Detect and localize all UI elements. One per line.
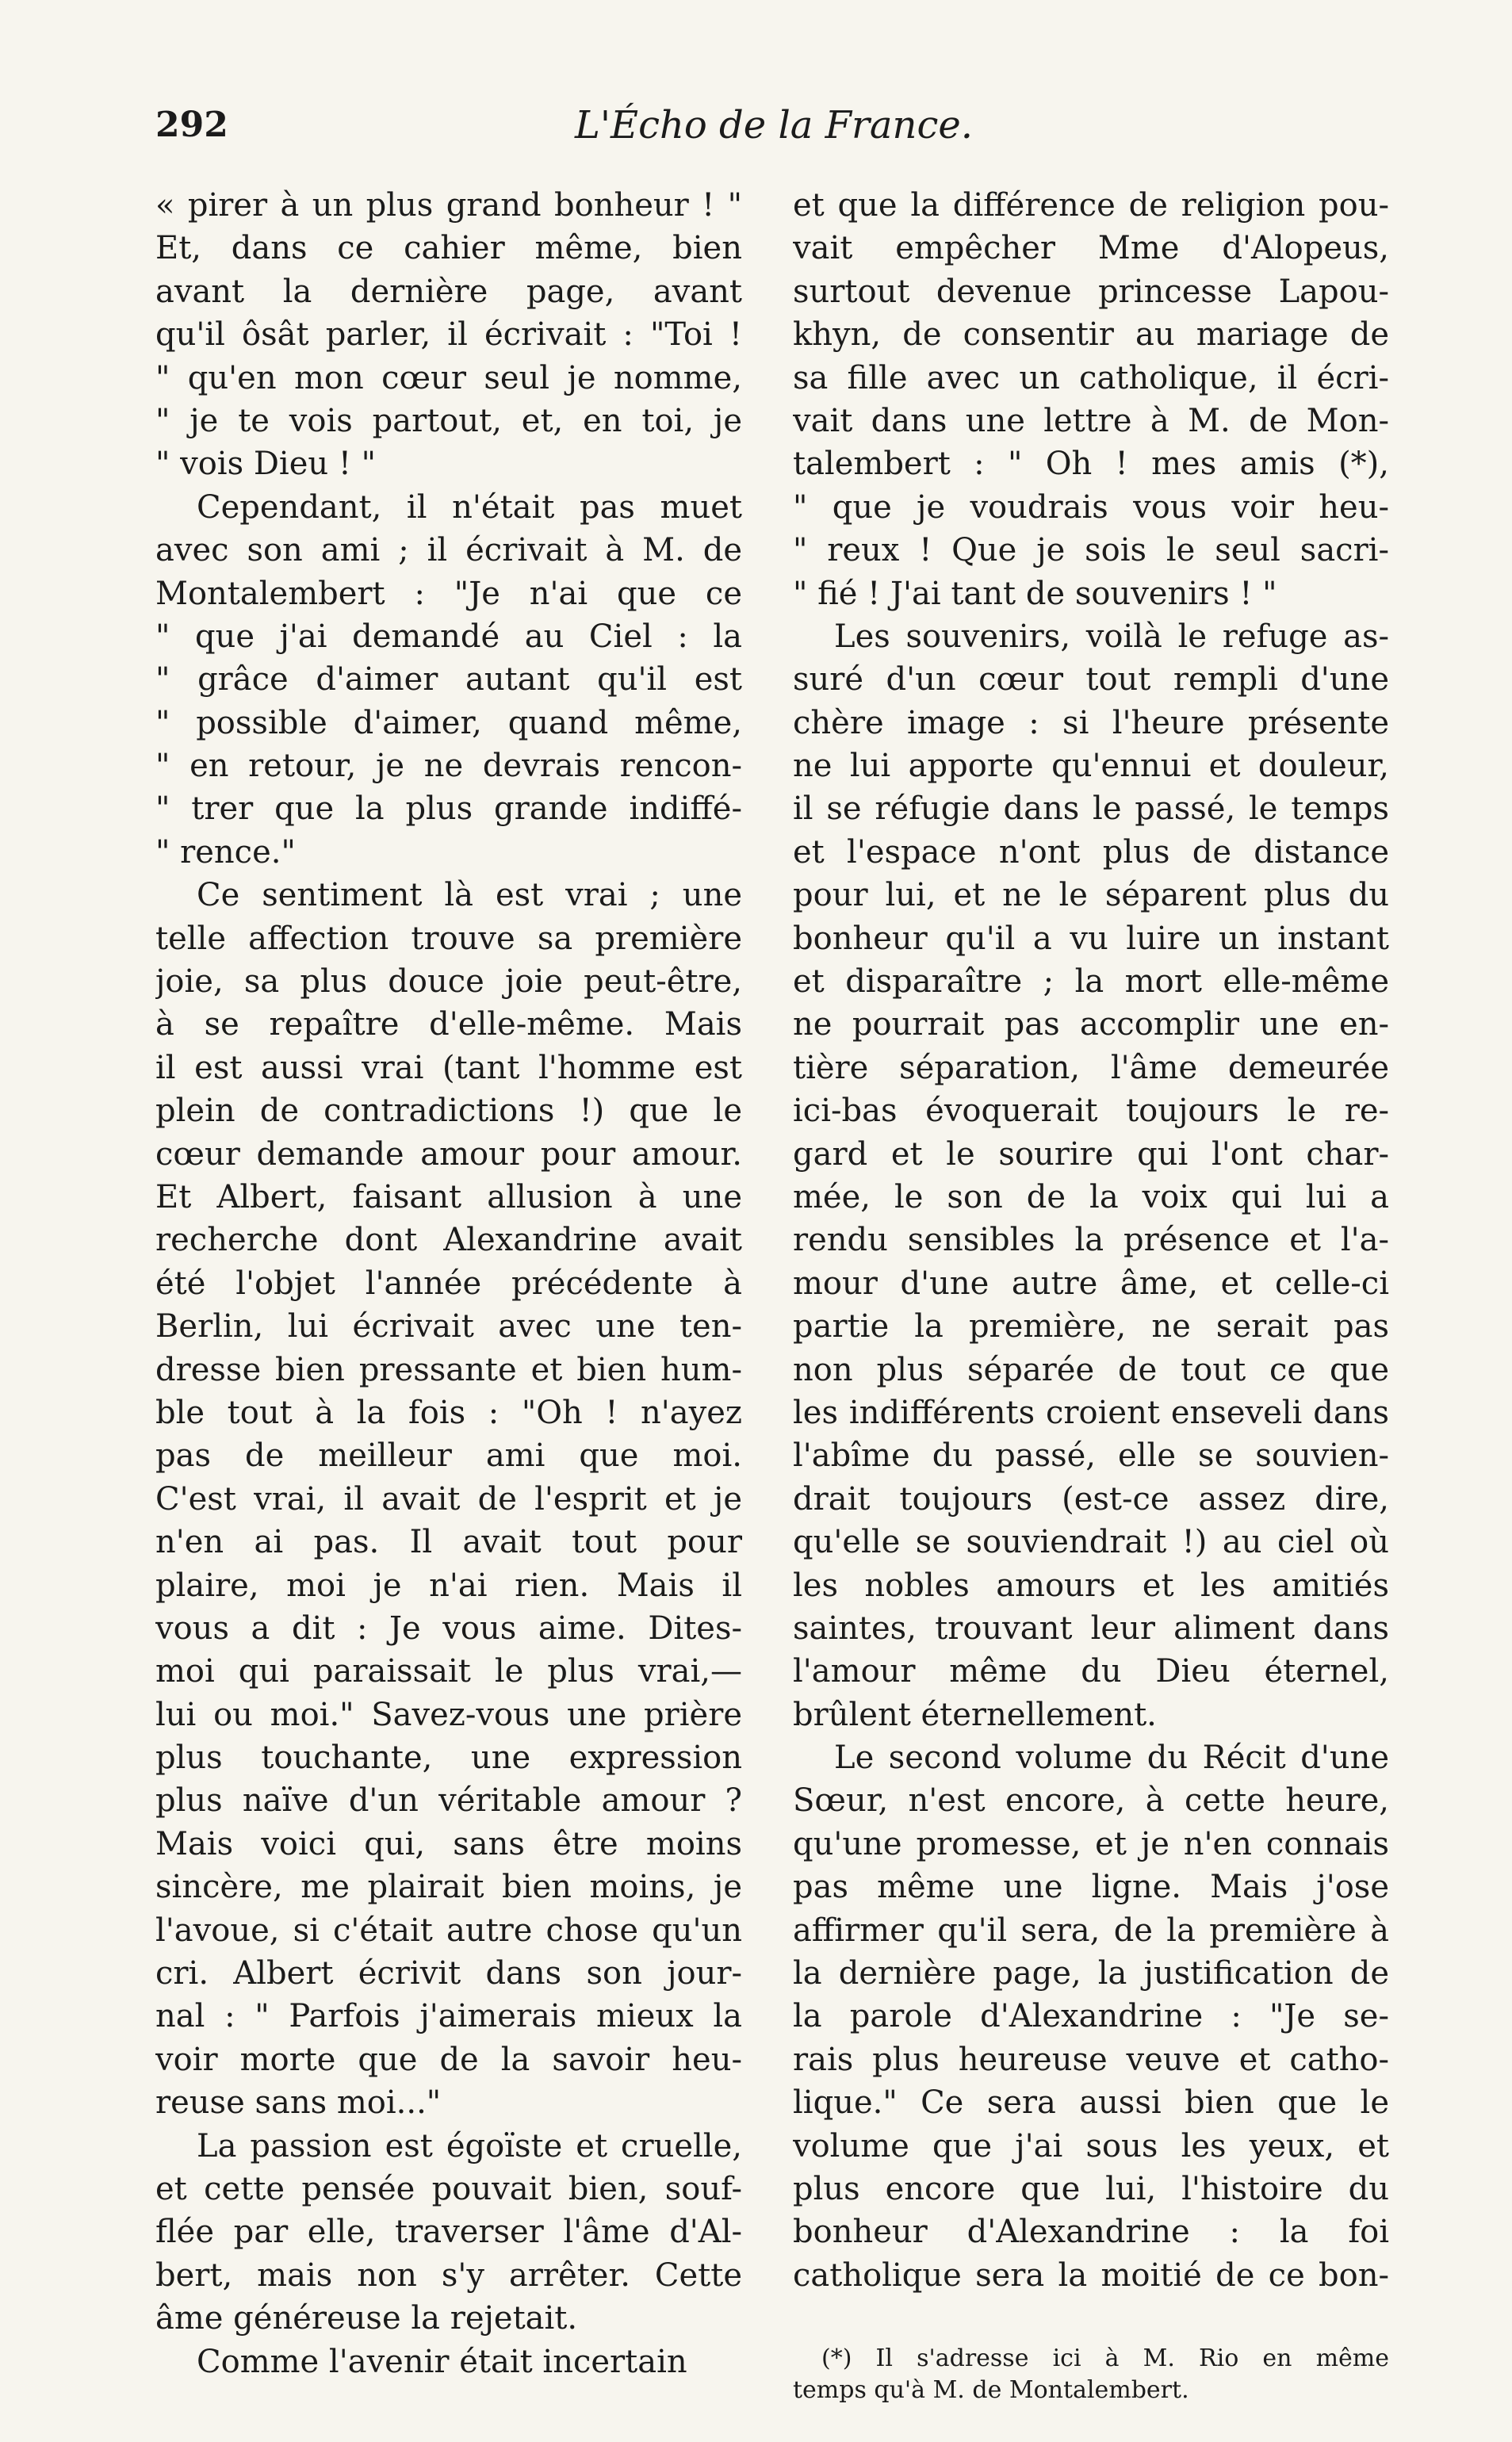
text-line: Ce sentiment là est vrai ; une xyxy=(197,877,742,914)
text-line: mée, le son de la voix qui lui a xyxy=(793,1178,1389,1215)
text-line: " vois Dieu ! " xyxy=(155,446,377,483)
text-line: cri. Albert écrivit dans son jour- xyxy=(155,1955,742,1992)
text-line: « pirer à un plus grand bonheur ! " xyxy=(155,187,742,224)
text-line: reuse sans moi..." xyxy=(155,2084,442,2122)
text-line: Et Albert, faisant allusion à une xyxy=(155,1178,742,1215)
text-line: brûlent éternellement. xyxy=(793,1696,1157,1733)
text-line: plus naïve d'un véritable amour ? xyxy=(155,1782,742,1820)
text-line: à se repaître d'elle-même. Mais xyxy=(155,1006,742,1043)
text-line: l'avoue, si c'était autre chose qu'un xyxy=(155,1912,742,1949)
text-line: bonheur d'Alexandrine : la foi xyxy=(793,2214,1389,2251)
text-line: sa fille avec un catholique, il écri- xyxy=(793,359,1389,396)
text-line: La passion est égoïste et cruelle, xyxy=(197,2127,742,2164)
text-line: bonheur qu'il a vu luire un instant xyxy=(793,920,1389,957)
text-line: l'abîme du passé, elle se souvien- xyxy=(793,1437,1389,1475)
text-line: lui ou moi." Savez-vous une prière xyxy=(155,1696,742,1733)
text-line: Berlin, lui écrivait avec une ten- xyxy=(155,1308,742,1345)
text-line: " je te vois partout, et, en toi, je xyxy=(155,402,742,439)
right-column xyxy=(793,184,1389,2297)
text-line: recherche dont Alexandrine avait xyxy=(155,1222,742,1259)
text-line: plein de contradictions !) que le xyxy=(155,1093,742,1130)
text-line: ici-bas évoquerait toujours le re- xyxy=(793,1093,1389,1130)
text-line: voir morte que de la savoir heu- xyxy=(155,2041,742,2078)
text-line: saintes, trouvant leur aliment dans xyxy=(793,1610,1389,1647)
text-line: avant la dernière page, avant xyxy=(155,273,742,310)
text-line: mour d'une autre âme, et celle-ci xyxy=(793,1265,1389,1302)
page-number: 292 xyxy=(155,105,228,145)
text-line: et disparaître ; la mort elle-même xyxy=(793,963,1389,1001)
text-line: vous a dit : Je vous aime. Dites- xyxy=(155,1610,742,1647)
text-line: ble tout à la fois : "Oh ! n'ayez xyxy=(155,1394,742,1431)
text-line: ne pourrait pas accomplir une en- xyxy=(793,1006,1389,1043)
text-line: " reux ! Que je sois le seul sacri- xyxy=(793,532,1389,569)
text-line: telle affection trouve sa première xyxy=(155,920,742,957)
text-line: chère image : si l'heure présente xyxy=(793,704,1389,741)
text-line: avec son ami ; il écrivait à M. de xyxy=(155,532,742,569)
text-line: la parole d'Alexandrine : "Je se- xyxy=(793,1998,1389,2035)
text-line: khyn, de consentir au mariage de xyxy=(793,316,1389,354)
text-line: affirmer qu'il sera, de la première à xyxy=(793,1912,1389,1949)
text-line: moi qui paraissait le plus vrai,— xyxy=(155,1653,742,1690)
text-line: lique." Ce sera aussi bien que le xyxy=(793,2084,1389,2122)
text-line: qu'elle se souviendrait !) au ciel où xyxy=(793,1524,1389,1561)
running-title: L'Écho de la France. xyxy=(574,103,973,147)
text-line: et cette pensée pouvait bien, souf- xyxy=(155,2170,742,2207)
text-line: flée par elle, traverser l'âme d'Al- xyxy=(155,2214,742,2251)
text-line: plus encore que lui, l'histoire du xyxy=(793,2170,1389,2207)
text-line: joie, sa plus douce joie peut-être, xyxy=(155,963,742,1001)
text-line: rendu sensibles la présence et l'a- xyxy=(793,1222,1389,1259)
text-line: " fié ! J'ai tant de souvenirs ! " xyxy=(793,575,1277,612)
text-line: Mais voici qui, sans être moins xyxy=(155,1825,742,1862)
footnote-line: (*) Il s'adresse ici à M. Rio en même xyxy=(821,2344,1389,2372)
text-line: suré d'un cœur tout rempli d'une xyxy=(793,661,1389,699)
text-line: qu'il ôsât parler, il écrivait : "Toi ! xyxy=(155,316,742,354)
text-line: Et, dans ce cahier même, bien xyxy=(155,230,742,267)
text-line: qu'une promesse, et je n'en connais xyxy=(793,1825,1389,1862)
text-line: " que je voudrais vous voir heu- xyxy=(793,488,1389,526)
text-line: Les souvenirs, voilà le refuge as- xyxy=(834,618,1389,655)
text-line: ne lui apporte qu'ennui et douleur, xyxy=(793,748,1389,785)
text-line: " trer que la plus grande indiffé- xyxy=(155,790,742,828)
text-line: dresse bien pressante et bien hum- xyxy=(155,1351,742,1388)
text-line: Comme l'avenir était incertain xyxy=(197,2343,687,2380)
text-line: rais plus heureuse veuve et catho- xyxy=(793,2041,1389,2078)
text-line: et que la différence de religion pou- xyxy=(793,187,1389,224)
text-line: catholique sera la moitié de ce bon- xyxy=(793,2256,1389,2294)
text-line: il est aussi vrai (tant l'homme est xyxy=(155,1049,742,1086)
footnote xyxy=(793,2343,1389,2406)
text-line: " grâce d'aimer autant qu'il est xyxy=(155,661,742,699)
text-line: volume que j'ai sous les yeux, et xyxy=(793,2127,1389,2164)
text-line: " qu'en mon cœur seul je nomme, xyxy=(155,359,742,396)
text-line: partie la première, ne serait pas xyxy=(793,1308,1389,1345)
text-line: la dernière page, la justification de xyxy=(793,1955,1389,1992)
text-line: gard et le sourire qui l'ont char- xyxy=(793,1135,1389,1173)
text-line: les indifférents croient enseveli dans xyxy=(793,1394,1389,1431)
text-line: surtout devenue princesse Lapou- xyxy=(793,273,1389,310)
page-header xyxy=(155,95,1392,159)
text-line: non plus séparée de tout ce que xyxy=(793,1351,1389,1388)
text-line: il se réfugie dans le passé, le temps xyxy=(793,790,1389,828)
text-line: les nobles amours et les amitiés xyxy=(793,1567,1389,1604)
text-line: Sœur, n'est encore, à cette heure, xyxy=(793,1782,1389,1820)
text-line: plus touchante, une expression xyxy=(155,1740,742,1777)
text-line: Cependant, il n'était pas muet xyxy=(197,488,742,526)
text-line: cœur demande amour pour amour. xyxy=(155,1135,742,1173)
text-line: nal : " Parfois j'aimerais mieux la xyxy=(155,1998,742,2035)
text-line: vait dans une lettre à M. de Mon- xyxy=(793,402,1389,439)
text-line: " possible d'aimer, quand même, xyxy=(155,704,742,741)
text-line: " rence." xyxy=(155,833,296,871)
left-column xyxy=(155,184,742,2383)
text-line: pour lui, et ne le séparent plus du xyxy=(793,877,1389,914)
text-line: été l'objet l'année précédente à xyxy=(155,1265,742,1302)
text-line: et l'espace n'ont plus de distance xyxy=(793,833,1389,871)
text-line: Montalembert : "Je n'ai que ce xyxy=(155,575,742,612)
text-line: vait empêcher Mme d'Alopeus, xyxy=(793,230,1389,267)
text-line: l'amour même du Dieu éternel, xyxy=(793,1653,1389,1690)
text-line: n'en ai pas. Il avait tout pour xyxy=(155,1524,742,1561)
footnote-line: temps qu'à M. de Montalembert. xyxy=(793,2376,1189,2404)
text-line: sincère, me plairait bien moins, je xyxy=(155,1869,742,1906)
text-line: tière séparation, l'âme demeurée xyxy=(793,1049,1389,1086)
text-line: talembert : " Oh ! mes amis (*), xyxy=(793,446,1389,483)
text-line: bert, mais non s'y arrêter. Cette xyxy=(155,2256,742,2294)
text-line: âme généreuse la rejetait. xyxy=(155,2300,578,2337)
text-line: " que j'ai demandé au Ciel : la xyxy=(155,618,742,655)
text-line: pas de meilleur ami que moi. xyxy=(155,1437,742,1475)
text-line: Le second volume du Récit d'une xyxy=(834,1740,1389,1777)
text-line: " en retour, je ne devrais rencon- xyxy=(155,748,742,785)
text-line: plaire, moi je n'ai rien. Mais il xyxy=(155,1567,742,1604)
text-line: C'est vrai, il avait de l'esprit et je xyxy=(155,1480,742,1518)
text-line: drait toujours (est-ce assez dire, xyxy=(793,1480,1389,1518)
text-line: pas même une ligne. Mais j'ose xyxy=(793,1869,1389,1906)
